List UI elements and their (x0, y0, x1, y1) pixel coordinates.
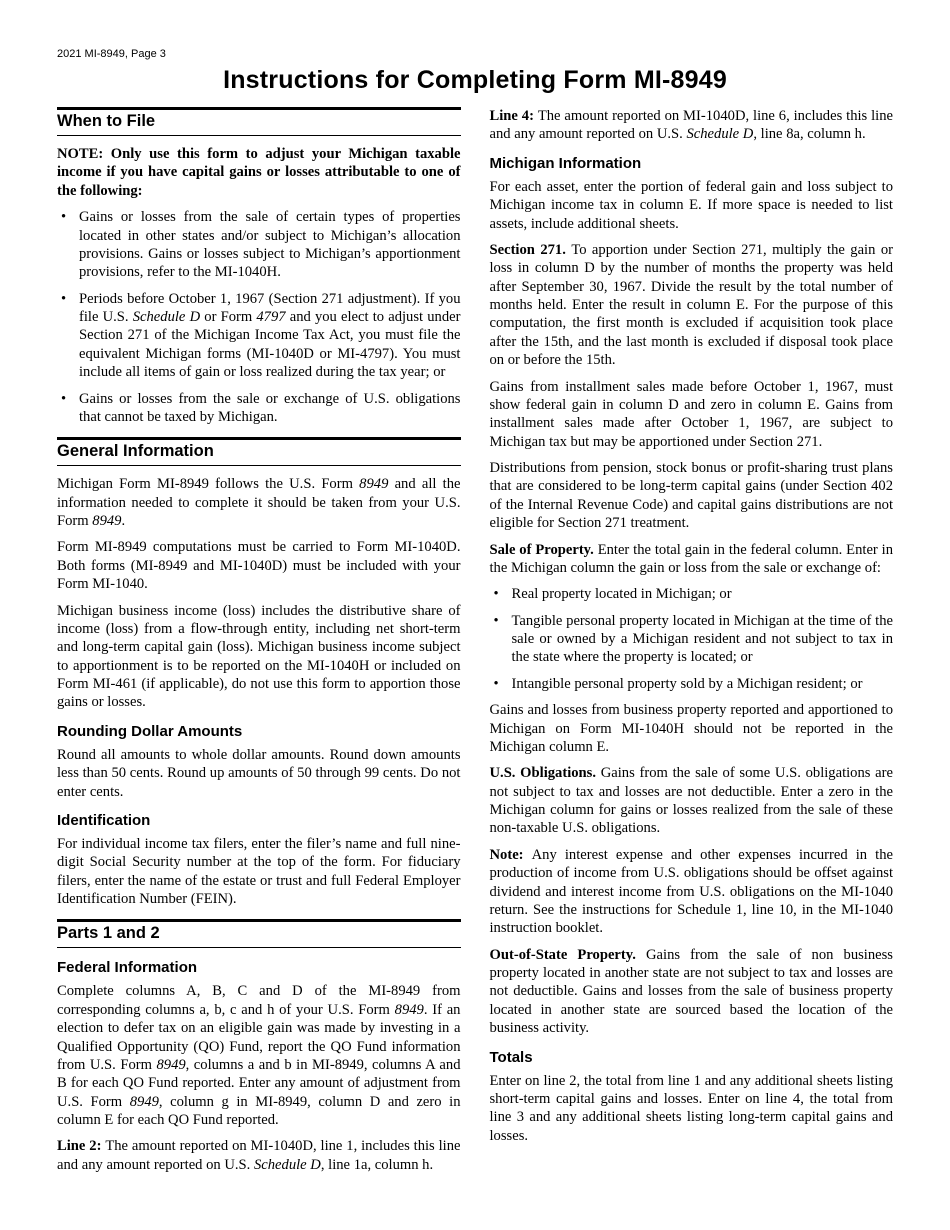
bullet-item (490, 612, 894, 667)
text-segment: For each asset, enter the portion of federal gain and loss subject to Michigan income tax in column E. If more space is needed to list assets, include additional sheets. (489, 178, 893, 232)
text-segment: 8949 (129, 1093, 159, 1110)
text-segment: Line 4: (489, 108, 538, 124)
paragraph (57, 475, 461, 530)
paragraph (57, 746, 461, 801)
text-segment: To apportion under Section 271, multiply the gain or loss in column D by the number of months the property was held after September 30, 1967. Divide the result by the total number of months held. Enter the result in column E. For the purpose of this computation, the first month is excluded if acquisition took place after the 15th, and the last month is excluded if disposal took place on or before the 15th. (489, 241, 893, 369)
text-segment: Tangible personal property located in Michigan at the time of the sale or owned by a Michigan resident and not subject to tax in the state where the property is located; or (511, 612, 893, 666)
text-segment: The amount reported on MI-1040D, line 6, includes this line and any amount reported on U.S. (489, 108, 894, 143)
two-column-layout (57, 107, 893, 1182)
paragraph (57, 835, 461, 909)
text-segment: , column g in MI-8949, column D and zero in column E for each QO Fund reported. (57, 1093, 461, 1128)
text-segment: Gains or losses from the sale or exchange of U.S. obligations that cannot be taxed by Michigan. (79, 390, 461, 425)
text-segment: Any interest expense and other expenses incurred in the production of income from U.S. obligations should be offset against dividend and interest income from U.S. obligations on the MI-1040 return. See the instructions for Schedule 1, line 10, in the MI-1040 instruction booklet. (489, 846, 893, 937)
bullet-item (57, 390, 461, 427)
left-column (57, 107, 461, 1182)
paragraph (490, 178, 894, 233)
text-segment: Gains from the sale of non business property located in another state are not subject to tax and losses are not deductible. Gains and losses from the sale of business property located in another state are sourced based the location of the business activity. (489, 946, 893, 1037)
paragraph (57, 1137, 461, 1174)
text-segment: . If an election to defer tax on an eligible gain was made by investing in a Qualified Opportunity (QO) Fund, report the QO Fund information from U.S. Form (57, 1001, 461, 1073)
text-segment: The amount reported on MI-1040D, line 1, includes this line and any amount reported on U.S. (57, 1138, 461, 1173)
text-segment: Intangible personal property sold by a Michigan resident; or (511, 675, 863, 692)
subsection-heading: Rounding Dollar Amounts (57, 722, 243, 740)
text-segment: Out-of-State Property. (489, 946, 646, 963)
text-segment: For individual income tax filers, enter the filer’s name and full nine-digit Social Security number at the top of the form. For fiduciary filers, enter the name of the estate or trust and full Federal Employer Identification Number (FEIN). (57, 835, 461, 907)
subsection-heading: Federal Information (57, 959, 198, 977)
text-segment: 8949 (359, 476, 389, 493)
bullet-item (57, 208, 461, 282)
paragraph (490, 378, 894, 452)
paragraph (57, 145, 461, 200)
paragraph (490, 946, 894, 1038)
bullet-list (57, 208, 461, 426)
paragraph (490, 541, 894, 578)
text-segment: . (121, 513, 126, 529)
paragraph (490, 764, 894, 838)
text-segment: and you elect to adjust under Section 271 of the Michigan Income Tax Act, you must file the equivalent Michigan forms (MI-1040D or MI-4797). You must include all items of gain or loss realized during the tax year; or (79, 309, 461, 381)
text-segment: 8949 (156, 1056, 186, 1073)
text-segment: Gains from installment sales made before October 1, 1967, must show federal gain in column D and zero in column E. Gains from installment sales made after October 1, 1967, are subject to Michigan tax but may be apportioned under Section 271. (489, 378, 893, 450)
bullet-item (57, 290, 461, 382)
subsection-heading: Totals (489, 1048, 533, 1066)
text-segment: Gains from the sale of some U.S. obligations are not subject to tax and losses are not deductible. Enter a zero in the Michigan column for gains or losses realized from the sale of these non-taxable U.S. obligations. (489, 765, 893, 837)
text-segment: Michigan business income (loss) includes the distributive share of income (loss) from a flow-through entity, including net short-term and long-term capital gain (loss). Michigan business income subject to apportionment is to be reported on the MI-1040H or included on Form MI-461 (if applicable), do not use this form to apportion those gains or losses. (57, 602, 461, 711)
text-segment: or Form (200, 309, 257, 325)
subsection-heading: Identification (57, 811, 151, 829)
text-segment: 8949 (92, 513, 122, 529)
text-segment: , line 8a, column h. (753, 126, 866, 143)
text-segment: Form MI-8949 computations must be carried to Form MI-1040D. Both forms (MI-8949 and MI-1040D) must be included with your Form MI-1040. (57, 539, 461, 593)
paragraph (490, 241, 894, 370)
text-segment: NOTE: Only use this form to adjust your Michigan taxable income if you have capital gains or losses attributable to one of the following: (57, 146, 461, 199)
bullet-item (490, 585, 894, 603)
text-segment: Note: (489, 846, 532, 863)
text-segment: Gains and losses from business property reported and apportioned to Michigan on Form MI-1040H should not be reported in the Michigan column E. (489, 702, 893, 755)
text-segment: U.S. Obligations. (489, 765, 601, 782)
text-segment: Enter the total gain in the federal column. Enter in the Michigan column the gain or loss from the sale or exchange of: (489, 541, 893, 576)
text-segment: Schedule D (253, 1156, 321, 1173)
text-segment: Michigan Form MI-8949 follows the U.S. Form (57, 476, 360, 493)
text-segment: Round all amounts to whole dollar amounts. Round down amounts less than 50 cents. Round up amounts of 50 through 99 cents. Do not enter cents. (57, 746, 461, 800)
text-segment: 8949 (394, 1001, 424, 1018)
text-segment: , columns a and b in MI-8949, columns A and B for each QO Fund reported. Enter any amount of adjustment from U.S. Form (57, 1056, 461, 1110)
paragraph (57, 982, 461, 1129)
subsection-heading: Michigan Information (489, 154, 642, 172)
paragraph (490, 701, 894, 756)
section-heading: When to File (57, 107, 461, 136)
text-segment: Periods before October 1, 1967 (Section 271 adjustment). If you file U.S. (79, 290, 461, 325)
text-segment: 4797 (256, 309, 286, 325)
text-segment: Schedule D (132, 309, 201, 325)
text-segment: Gains or losses from the sale of certain types of properties located in other states and/or subject to Michigan’s allocation provisions. Gains or losses subject to Michigan’s apportionment provisions, refer to the MI-1040H. (79, 209, 461, 281)
text-segment: , line 1a, column h. (320, 1156, 434, 1173)
text-segment: Sale of Property. (489, 541, 598, 558)
text-segment: Line 2: (57, 1138, 106, 1155)
text-segment: and all the information needed to complete it should be taken from your U.S. Form (57, 476, 461, 529)
paragraph (490, 846, 894, 938)
text-segment: Schedule D (686, 126, 754, 143)
paragraph (490, 107, 894, 144)
paragraph (490, 459, 894, 533)
text-segment: Section 271. (489, 241, 572, 258)
section-heading: General Information (57, 437, 461, 466)
page-title: Instructions for Completing Form MI-8949 (223, 66, 727, 94)
bullet-list (490, 585, 894, 693)
paragraph (57, 538, 461, 593)
text-segment: Enter on line 2, the total from line 1 and any additional sheets listing short-term capital gains and losses. Enter on line 4, the total from line 3 and any additional sheets listing long-term capital gains and losses. (489, 1072, 893, 1144)
section-heading: Parts 1 and 2 (57, 919, 461, 948)
text-segment: Distributions from pension, stock bonus or profit-sharing trust plans that are considered to be long-term capital gains (under Section 402 of the Internal Revenue Code) and capital gains distributions are not eligible for Section 271 treatment. (489, 460, 893, 532)
paragraph (57, 602, 461, 712)
right-column (490, 107, 894, 1153)
text-segment: Real property located in Michigan; or (511, 586, 732, 603)
page-number-header: 2021 MI-8949, Page 3 (57, 48, 166, 60)
bullet-item (490, 675, 894, 693)
text-segment: Complete columns A, B, C and D of the MI-8949 from corresponding columns a, b, c and h of your U.S. Form (57, 983, 461, 1018)
paragraph (490, 1072, 894, 1146)
